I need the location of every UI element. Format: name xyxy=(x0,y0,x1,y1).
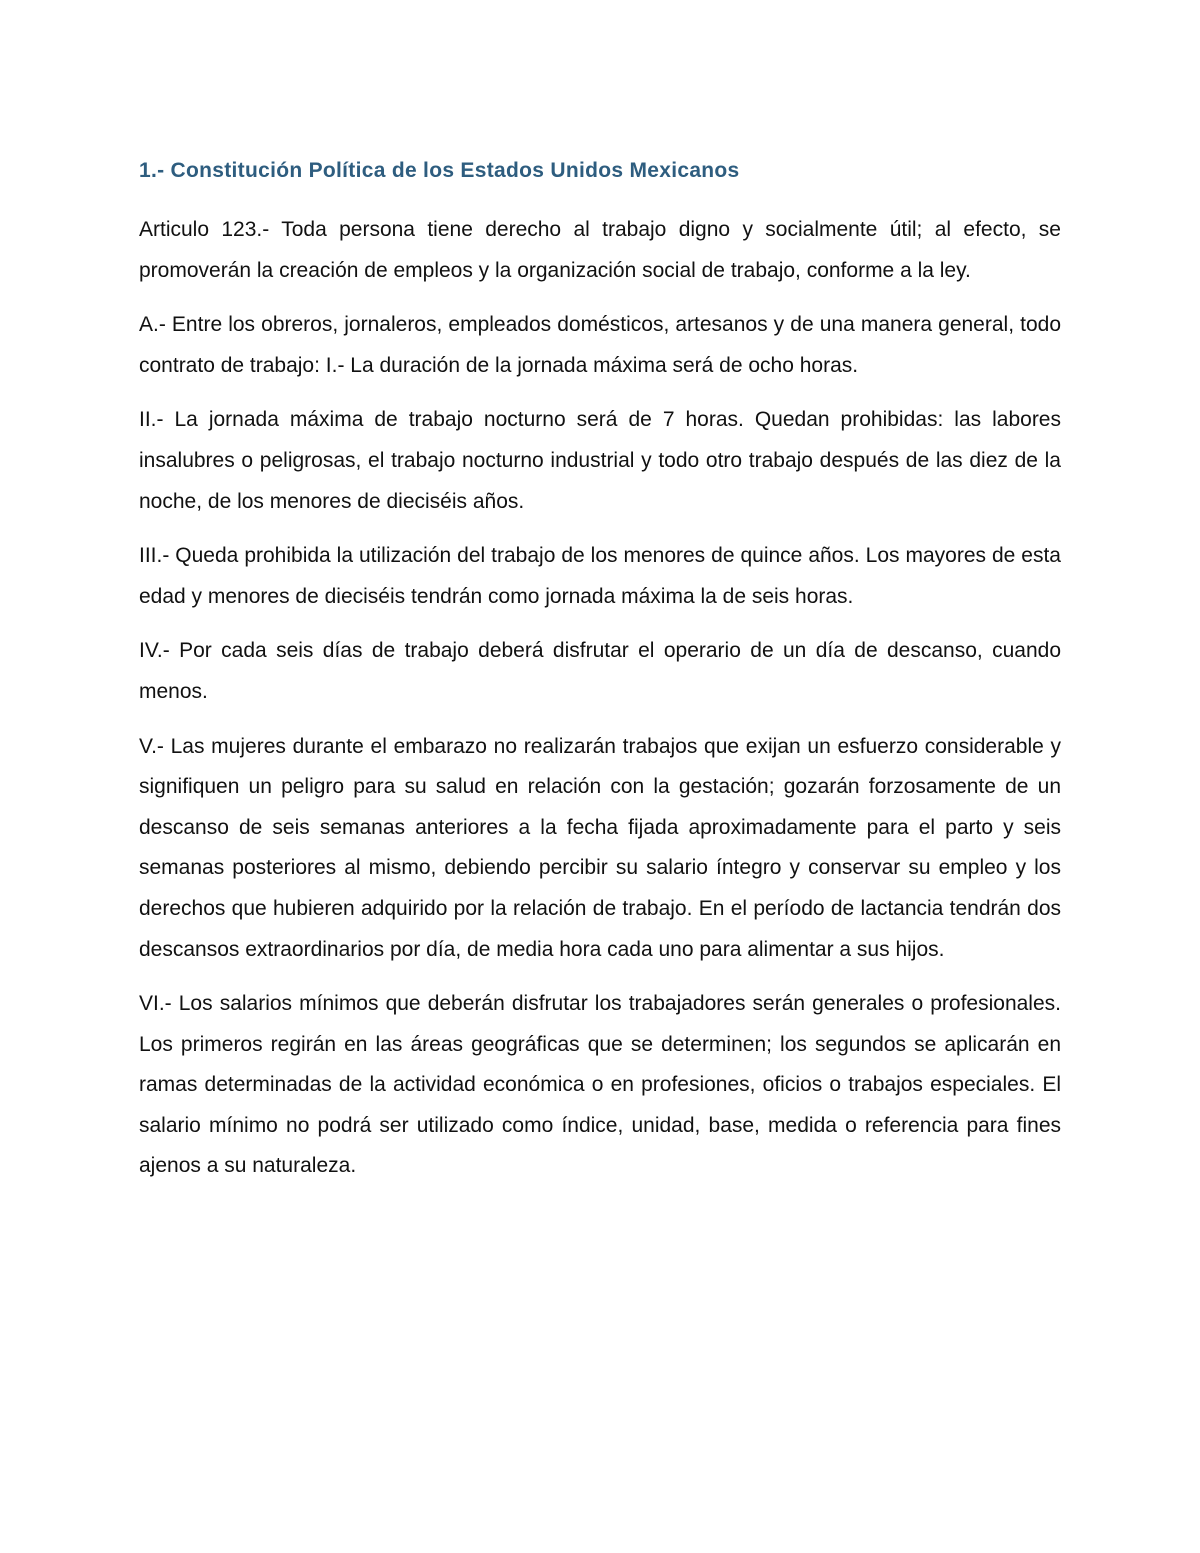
document-body xyxy=(139,152,1061,1201)
paragraph-fraction-ii: II.- La jornada máxima de trabajo nocturno será de 7 horas. Quedan prohibidas: las labores insalubres o peligrosas, el trabajo nocturno industrial y todo otro trabajo después de las diez de la noche, de los menores de dieciséis años. xyxy=(139,408,1061,513)
paragraph-fraction-iii: III.- Queda prohibida la utilización del trabajo de los menores de quince años. Los mayores de esta edad y menores de dieciséis tendrán como jornada máxima la de seis horas. xyxy=(139,544,1061,608)
section-heading: 1.- Constitución Política de los Estados Unidos Mexicanos xyxy=(139,159,740,182)
paragraph-fraction-iv: IV.- Por cada seis días de trabajo deberá disfrutar el operario de un día de descanso, cuando menos. xyxy=(139,639,1061,703)
paragraph-fraction-vi: VI.- Los salarios mínimos que deberán disfrutar los trabajadores serán generales o profesionales. Los primeros regirán en las áreas geográficas que se determinen; los segundos se aplicarán en ramas determinadas de la actividad económica o en profesiones, oficios o trabajos especiales. El salario mínimo no podrá ser utilizado como índice, unidad, base, medida o referencia para fines ajenos a su naturaleza. xyxy=(139,992,1061,1178)
paragraph-section-a: A.- Entre los obreros, jornaleros, empleados domésticos, artesanos y de una manera general, todo contrato de trabajo: I.- La duración de la jornada máxima será de ocho horas. xyxy=(139,313,1061,377)
paragraph-article-123: Articulo 123.- Toda persona tiene derecho al trabajo digno y socialmente útil; al efecto, se promoverán la creación de empleos y la organización social de trabajo, conforme a la ley. xyxy=(139,218,1061,282)
paragraph-fraction-v: V.- Las mujeres durante el embarazo no realizarán trabajos que exijan un esfuerzo considerable y signifiquen un peligro para su salud en relación con la gestación; gozarán forzosamente de un descanso de seis semanas anteriores a la fecha fijada aproximadamente para el parto y seis semanas posteriores al mismo, debiendo percibir su salario íntegro y conservar su empleo y los derechos que hubieren adquirido por la relación de trabajo. En el período de lactancia tendrán dos descansos extraordinarios por día, de media hora cada uno para alimentar a sus hijos. xyxy=(139,734,1061,961)
